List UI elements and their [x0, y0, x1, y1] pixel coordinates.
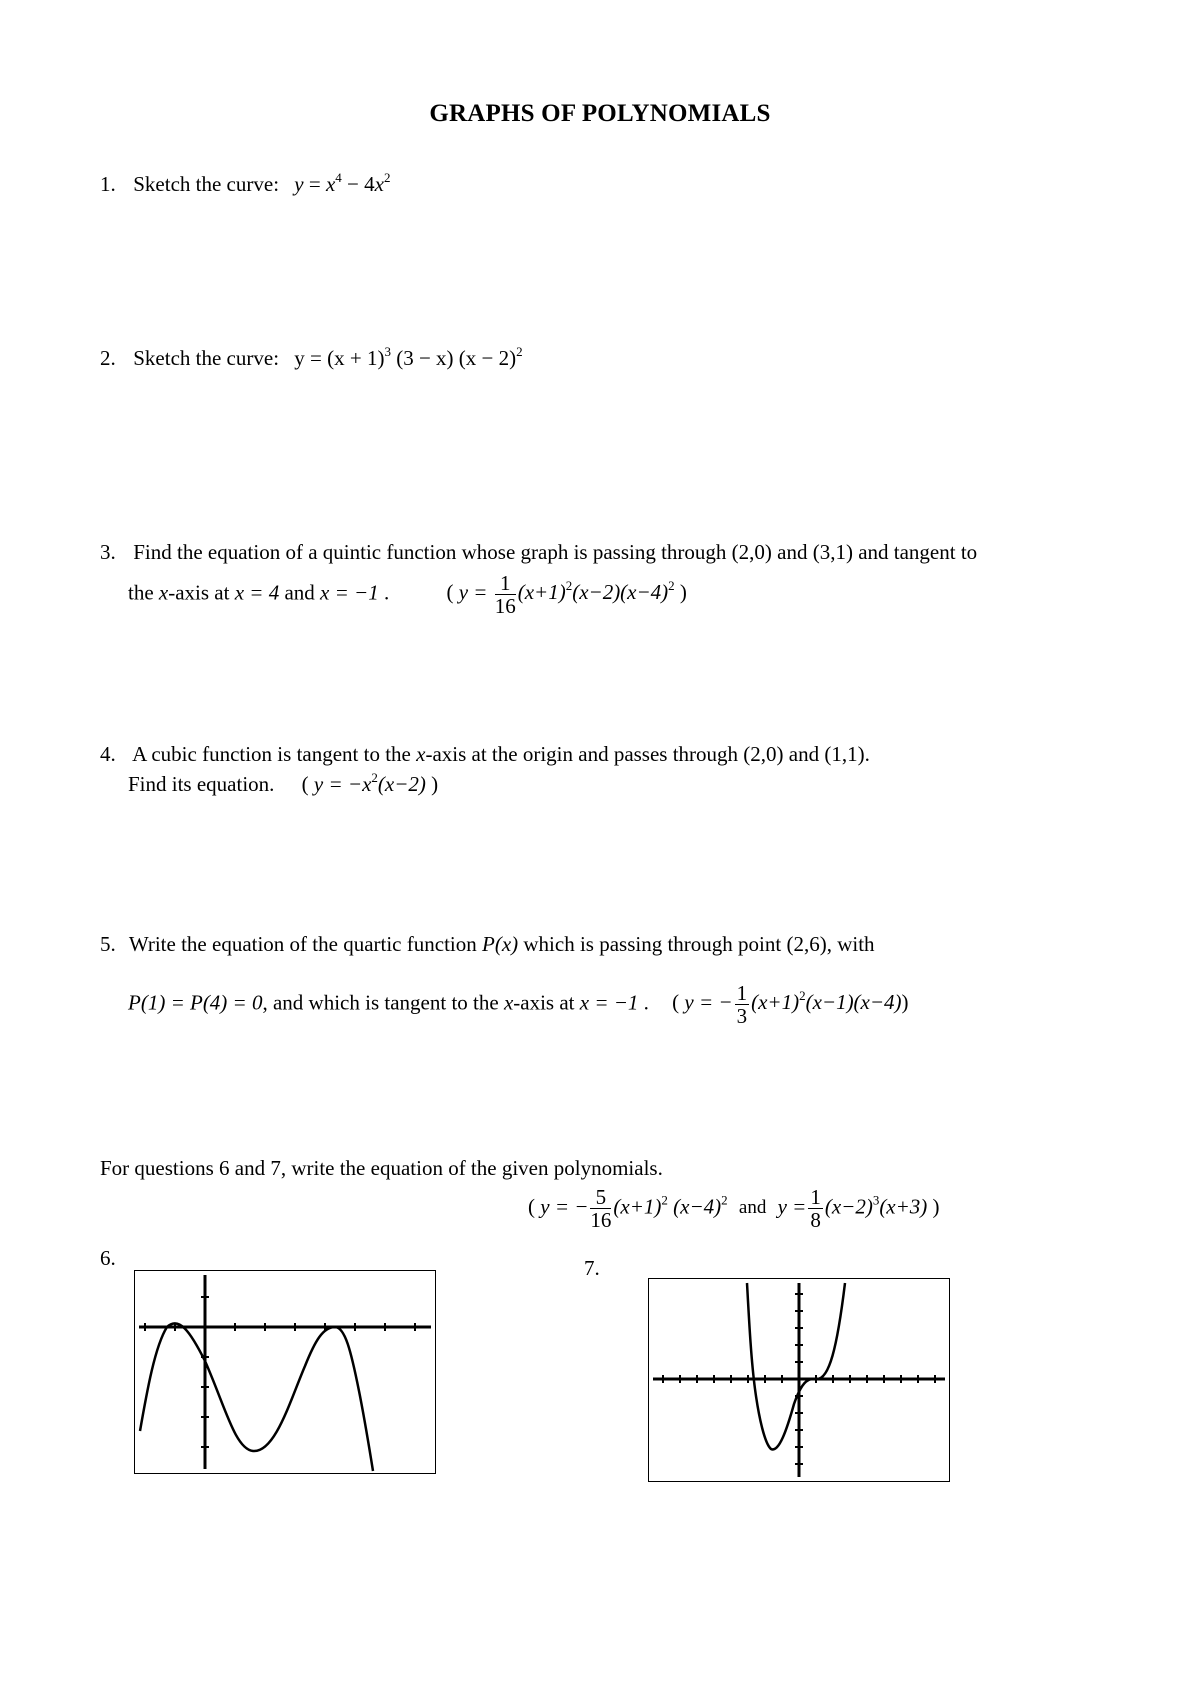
- text-part: A cubic function is tangent to the: [132, 742, 417, 766]
- and-word: and: [738, 1197, 767, 1219]
- function-name: P(x): [482, 932, 519, 956]
- intro-questions-6-7: For questions 6 and 7, write the equation of the given polynomials.: [100, 1156, 663, 1180]
- eq-part: x: [374, 172, 384, 196]
- paren: (: [301, 772, 309, 796]
- eq-part: (x+1): [613, 1194, 662, 1219]
- fraction: [735, 982, 750, 1027]
- eq-part: y =: [777, 1194, 807, 1219]
- exponent: 2: [516, 344, 523, 359]
- question-text: Find the equation of a quintic function whose graph is passing through (2,0) and (3,1) and tangent to: [133, 540, 978, 564]
- eq-part: (x−2)(x−4): [572, 580, 669, 605]
- answer: [302, 772, 438, 796]
- eq-part: (x+1): [751, 990, 800, 1015]
- exponent: 2: [799, 988, 806, 1004]
- exponent: 3: [872, 1192, 880, 1208]
- paren: (: [528, 1194, 535, 1219]
- exponent: 2: [668, 578, 675, 594]
- fraction: [495, 572, 516, 617]
- eq-part: x: [325, 172, 336, 196]
- text-part: -axis at: [513, 990, 580, 1015]
- graph-7-svg: [649, 1279, 949, 1481]
- text-part: the: [128, 580, 159, 605]
- paren: ): [431, 772, 439, 796]
- eq-part: y = (x + 1): [294, 346, 385, 370]
- condition: x = 4: [234, 580, 280, 605]
- eq-part: (x−1)(x−4): [805, 990, 902, 1015]
- question-4-line-2: [128, 772, 438, 797]
- text-part: Write the equation of the quartic function: [128, 932, 482, 956]
- eq-part: y = −x: [313, 772, 372, 796]
- text-part: x: [416, 742, 426, 766]
- eq-part: − 4: [347, 172, 375, 196]
- denominator: 16: [590, 1208, 612, 1232]
- polynomial-curve-7: [747, 1283, 845, 1449]
- condition: x = −1: [579, 990, 639, 1015]
- numerator: 5: [590, 1186, 611, 1209]
- question-4-line-1: [100, 742, 870, 767]
- question-2: [100, 346, 523, 371]
- graph-6: [134, 1270, 436, 1474]
- question-5-line-2: [128, 982, 909, 1027]
- graph-7: [648, 1278, 950, 1482]
- text-part: , and which is tangent to the: [262, 990, 504, 1015]
- eq-part: (x−2): [377, 772, 426, 796]
- equation: [294, 172, 390, 196]
- question-5-line-1: [100, 932, 875, 957]
- condition: P(1) = P(4) = 0: [128, 990, 263, 1015]
- eq-part: (x+1): [517, 580, 566, 605]
- answer: [446, 571, 687, 618]
- text-part: .: [378, 580, 390, 605]
- question-1: [100, 172, 390, 197]
- paren: ): [901, 990, 909, 1015]
- text-part: and: [279, 580, 321, 605]
- paren: (: [446, 580, 454, 605]
- text-part: x: [503, 990, 514, 1015]
- fraction: [808, 1186, 823, 1231]
- answers-6-7: [528, 1186, 940, 1231]
- exponent: 2: [721, 1192, 728, 1208]
- question-6-number: 6.: [100, 1246, 116, 1270]
- eq-part: (x+3): [879, 1194, 928, 1219]
- paren: (: [672, 990, 680, 1015]
- condition: x = −1: [320, 580, 379, 605]
- polynomial-curve-6: [140, 1323, 373, 1471]
- text-part: which is passing through point (2,6), with: [518, 932, 875, 956]
- question-number: 1.: [100, 172, 116, 196]
- page-title: GRAPHS OF POLYNOMIALS: [429, 100, 771, 127]
- denominator: 3: [736, 1004, 748, 1028]
- fraction: [590, 1186, 611, 1231]
- denominator: 16: [494, 594, 516, 618]
- exponent: 4: [335, 170, 342, 185]
- numerator: 1: [736, 981, 748, 1005]
- numerator: 1: [810, 1185, 821, 1209]
- eq-part: (3 − x) (x − 2): [390, 346, 517, 370]
- eq-part: y = −: [540, 1194, 589, 1219]
- question-text: Sketch the curve:: [133, 346, 280, 370]
- paren: ): [679, 580, 687, 605]
- denominator: 8: [810, 1208, 821, 1232]
- answer: [672, 981, 909, 1028]
- eq-part: y = −: [684, 990, 733, 1015]
- question-number: 2.: [100, 346, 116, 370]
- text-part: -axis at the origin and passes through (2,0) and (1,1).: [425, 742, 870, 766]
- text-part: .: [638, 990, 649, 1015]
- question-text: Sketch the curve:: [133, 172, 280, 196]
- exponent: 3: [384, 344, 391, 359]
- text-part: -axis at: [168, 580, 235, 605]
- question-number: 3.: [100, 540, 116, 564]
- paren: ): [932, 1194, 940, 1219]
- text-part: Find its equation.: [128, 772, 275, 796]
- exponent: 2: [383, 170, 391, 185]
- question-3-line-2: [128, 572, 687, 617]
- exponent: 2: [371, 770, 378, 785]
- question-number: 4.: [100, 742, 116, 766]
- eq-part: y =: [458, 580, 488, 605]
- equation: [294, 346, 522, 370]
- question-number: 5.: [100, 932, 116, 956]
- question-7-number: 7.: [584, 1256, 600, 1280]
- eq-part: (x−2): [824, 1194, 873, 1219]
- exponent: 2: [661, 1192, 668, 1208]
- text-part: x: [158, 580, 169, 605]
- eq-part: y: [294, 172, 304, 196]
- eq-part: (x−4): [673, 1194, 722, 1219]
- eq-part: =: [308, 172, 321, 196]
- question-3-line-1: [100, 540, 977, 565]
- exponent: 2: [565, 578, 573, 594]
- numerator: 1: [495, 572, 516, 595]
- graph-6-svg: [135, 1271, 435, 1473]
